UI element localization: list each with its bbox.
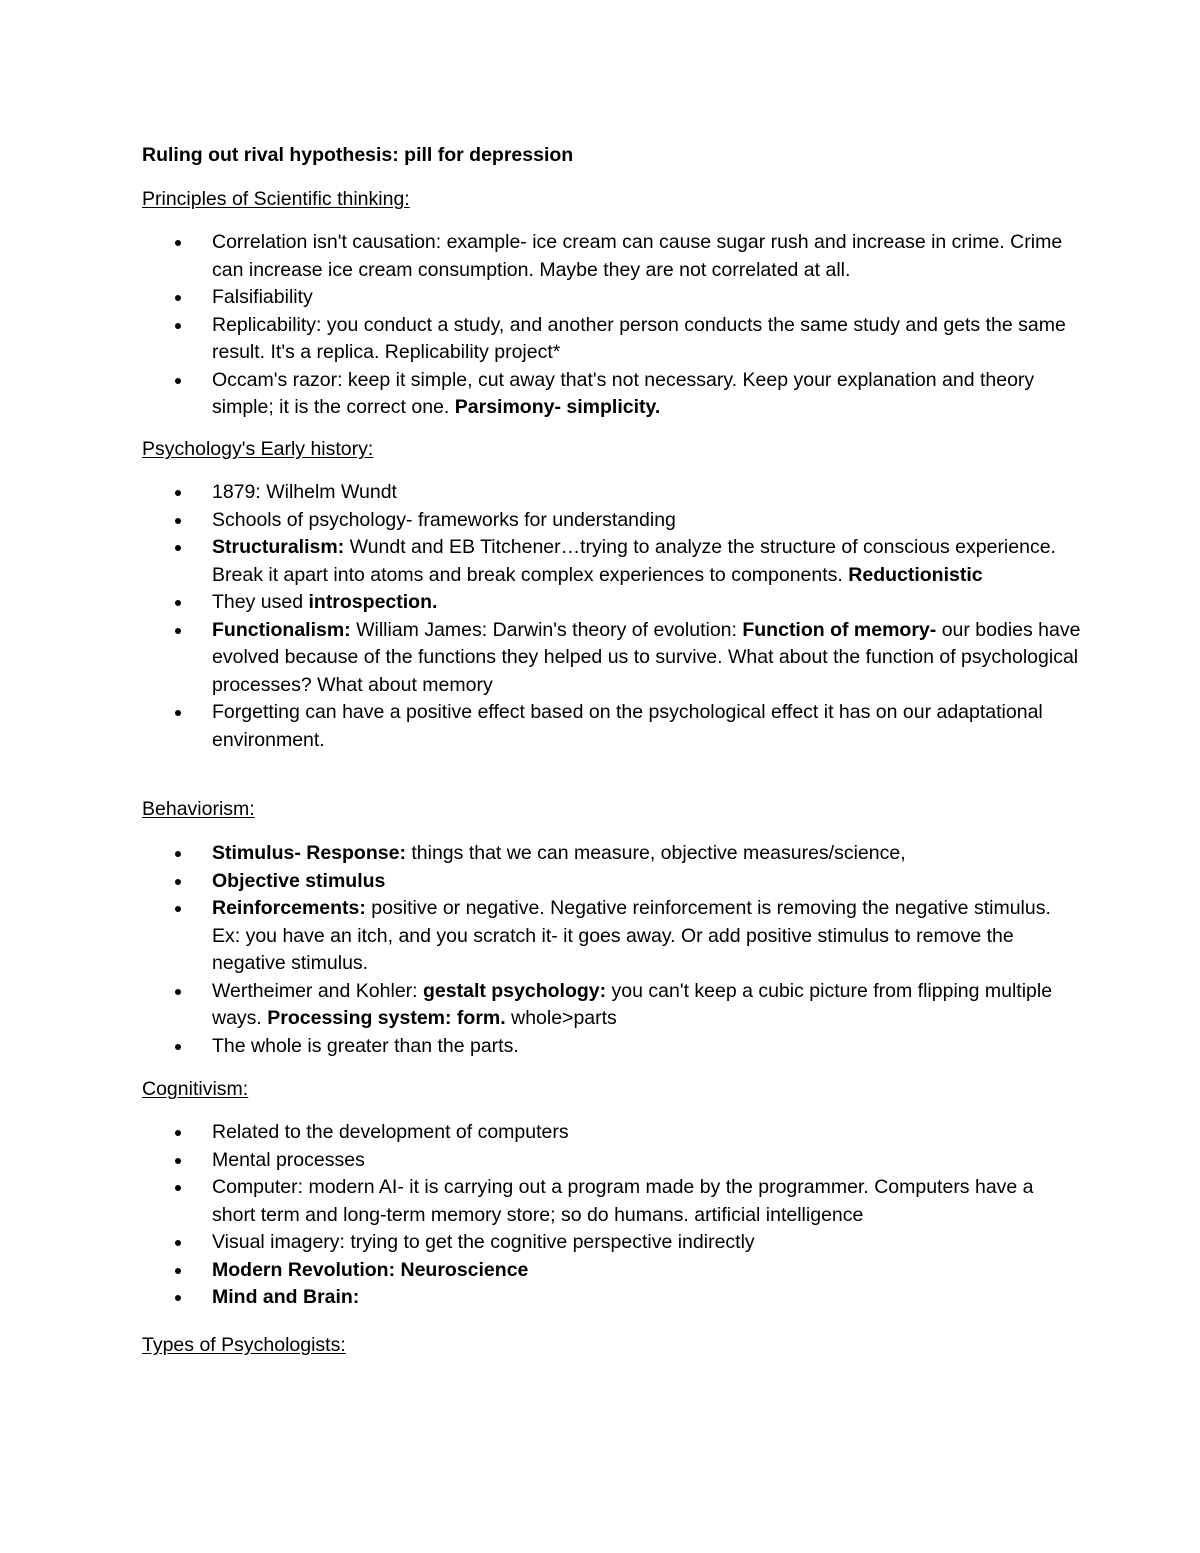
body-text: The whole is greater than the parts. [212, 1034, 519, 1057]
list-item [142, 1147, 1082, 1175]
body-text: Wertheimer and Kohler: [212, 979, 423, 1002]
bold-text: Objective stimulus [212, 869, 386, 892]
list-item [142, 1284, 1082, 1312]
body-text: 1879: Wilhelm Wundt [212, 481, 397, 503]
list-item [142, 367, 1082, 422]
body-text: positive or negative. Negative reinforcement is removing the negative stimulus. Ex: you have an itch, and you scratch it- it goes away. Or add positive stimulus to remove the negative stimulus. [212, 897, 1051, 974]
bold-text: Reinforcements: [212, 897, 366, 919]
bold-text: Modern Revolution: Neuroscience [212, 1258, 529, 1281]
bold-text: gestalt psychology: [423, 979, 607, 1002]
bullet-list-early-history [142, 479, 1082, 754]
list-item [142, 868, 1082, 896]
body-text: Forgetting can have a positive effect based on the psychological effect it has on our adaptational environment. [212, 701, 1043, 751]
body-text: Related to the development of computers [212, 1121, 569, 1143]
body-text: Computer: modern AI- it is carrying out a program made by the programmer. Computers have a short term and long-term memory store; so do humans. artificial intelligence [212, 1176, 1034, 1226]
body-text: our bodies have evolved because of the functions they helped us to survive. What about the function of psychological processes? What about memory [212, 618, 1081, 696]
body-text: Schools of psychology- frameworks for understanding [212, 508, 676, 531]
bold-text: Reductionistic [848, 563, 983, 586]
bold-text: Function of memory- [742, 618, 937, 641]
body-text: Mental processes [212, 1148, 365, 1171]
body-text: whole>parts [505, 1007, 617, 1029]
body-text: They used [212, 591, 309, 613]
body-text: Visual imagery: trying to get the cognitive perspective indirectly [212, 1231, 755, 1253]
body-text: Correlation isn't causation: example- ice cream can cause sugar rush and increase in crime. Crime can increase ice cream consumption. Maybe they are not correlated at all. [212, 231, 1063, 281]
list-item [142, 507, 1082, 535]
body-text: Replicability: you conduct a study, and another person conducts the same study and gets the same result. It's a replica. Replicability project* [212, 313, 1066, 363]
bold-text: Processing system: form. [267, 1007, 506, 1029]
list-item [142, 229, 1082, 284]
section-heading-behaviorism: Behaviorism: [142, 798, 255, 820]
list-item [142, 1174, 1082, 1229]
bullet-list-cognitivism [142, 1119, 1082, 1312]
list-item [142, 479, 1082, 507]
body-text: William James: Darwin's theory of evolution: [350, 618, 743, 641]
body-text: things that we can measure, objective measures/science, [405, 842, 906, 864]
bold-text: Functionalism: [212, 618, 351, 641]
list-item [142, 617, 1082, 700]
section-heading-types-of-psychologists: Types of Psychologists: [142, 1334, 346, 1356]
list-item [142, 534, 1082, 589]
list-item [142, 1257, 1082, 1285]
list-item [142, 840, 1082, 868]
list-item [142, 1229, 1082, 1257]
list-item [142, 1119, 1082, 1147]
bullet-list-scientific-thinking [142, 229, 1082, 422]
body-text: Wundt and EB Titchener…trying to analyze the structure of conscious experience. Break it apart into atoms and break complex experiences to components. [212, 536, 1056, 586]
bold-text: introspection. [308, 591, 438, 613]
body-text: Occam's razor: keep it simple, cut away that's not necessary. Keep your explanation and theory simple; it is the correct one. [212, 368, 1035, 418]
bold-text: Stimulus- Response: [212, 842, 406, 864]
list-item [142, 699, 1082, 754]
section-heading-early-history: Psychology's Early history: [142, 438, 374, 460]
list-item [142, 589, 1082, 617]
bullet-list-behaviorism [142, 840, 1082, 1060]
body-text: Falsifiability [212, 286, 313, 308]
bold-text: Parsimony- simplicity. [454, 396, 661, 418]
document-title: Ruling out rival hypothesis: pill for depression [142, 144, 574, 166]
list-item [142, 978, 1082, 1033]
list-item [142, 312, 1082, 367]
section-heading-scientific-thinking: Principles of Scientific thinking: [142, 188, 410, 210]
list-item [142, 284, 1082, 312]
list-item [142, 1033, 1082, 1061]
section-heading-cognitivism: Cognitivism: [142, 1078, 249, 1100]
list-item [142, 895, 1082, 978]
bold-text: Structuralism: [212, 536, 345, 558]
body-text: you can't keep a cubic picture from flipping multiple ways. [212, 979, 1053, 1029]
bold-text: Mind and Brain: [212, 1286, 360, 1308]
